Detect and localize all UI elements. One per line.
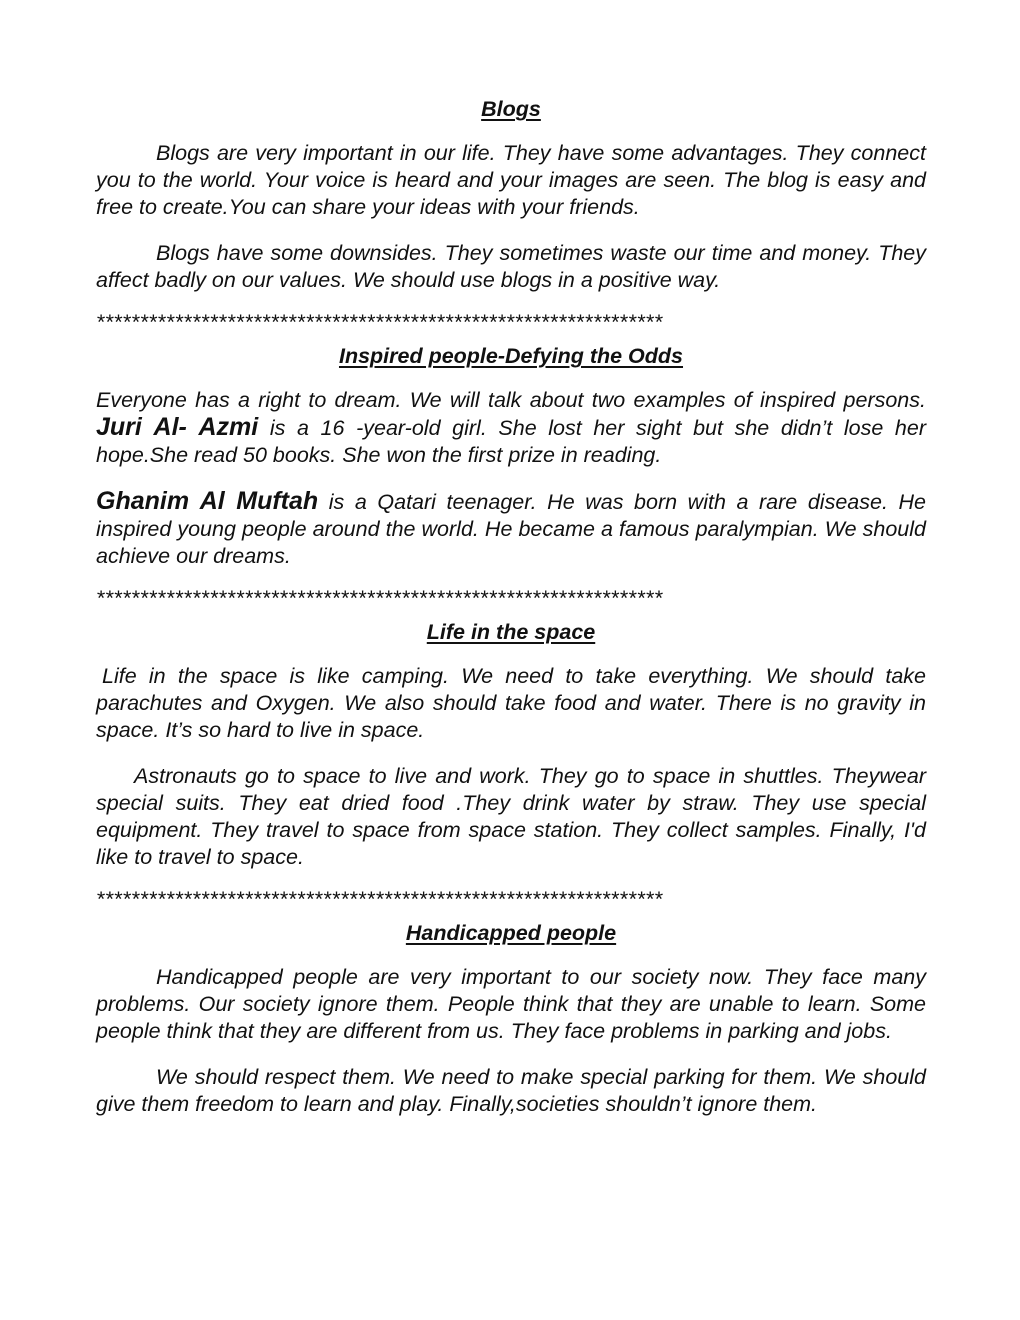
handicapped-paragraph-2: We should respect them. We need to make special parking for them. We should give them freedom to learn and play. Finally,societies shouldn’t ignore them.: [96, 1065, 926, 1116]
inspired-text: Everyone has a right to dream. We will talk about two examples of inspired persons.: [96, 388, 926, 412]
separator: *****************************************************************: [96, 888, 663, 910]
blogs-heading: Blogs: [481, 97, 541, 121]
separator: *****************************************************************: [96, 587, 663, 609]
document-page: [96, 95, 926, 1118]
blogs-paragraph-1: Blogs are very important in our life. They have some advantages. They connect you to the world. Your voice is heard and your images are seen. The blog is easy and free to create.You can share your ideas with your friends.: [96, 141, 926, 219]
inspired-text: is a Qatari teenager. He was born with a rare disease. He inspired young people around the world. He became a famous paralympian. We should achieve our dreams.: [96, 490, 926, 568]
inspired-heading: Inspired people-Defying the Odds: [338, 344, 684, 368]
person-name: Ghanim Al Muftah: [96, 487, 319, 515]
separator: *****************************************************************: [96, 311, 663, 333]
blogs-paragraph-2: Blogs have some downsides. They sometimes waste our time and money. They affect badly on our values. We should use blogs in a positive way.: [96, 241, 926, 292]
person-name: Juri Al- Azmi: [96, 413, 259, 441]
space-paragraph-2: Astronauts go to space to live and work. They go to space in shuttles. Theywear special suits. They eat dried food .They drink water by straw. They use special equipment. They travel to space from space station. They collect samples. Finally, I'd like to travel to space.: [96, 764, 926, 869]
space-heading: Life in the space: [426, 620, 596, 644]
handicapped-heading: Handicapped people: [405, 921, 617, 945]
inspired-paragraph-1: [96, 387, 926, 469]
inspired-paragraph-2: [96, 488, 926, 570]
inspired-text: is a 16 -year-old girl. She lost her sight but she didn’t lose her hope.She read 50 books. She won the first prize in reading.: [96, 416, 926, 467]
space-paragraph-1: Life in the space is like camping. We need to take everything. We should take parachutes and Oxygen. We also should take food and water. There is no gravity in space. It’s so hard to live in space.: [96, 664, 926, 742]
handicapped-paragraph-1: Handicapped people are very important to our society now. They face many problems. Our society ignore them. People think that they are unable to learn. Some people think that they are different from us. They face problems in parking and jobs.: [96, 965, 926, 1043]
